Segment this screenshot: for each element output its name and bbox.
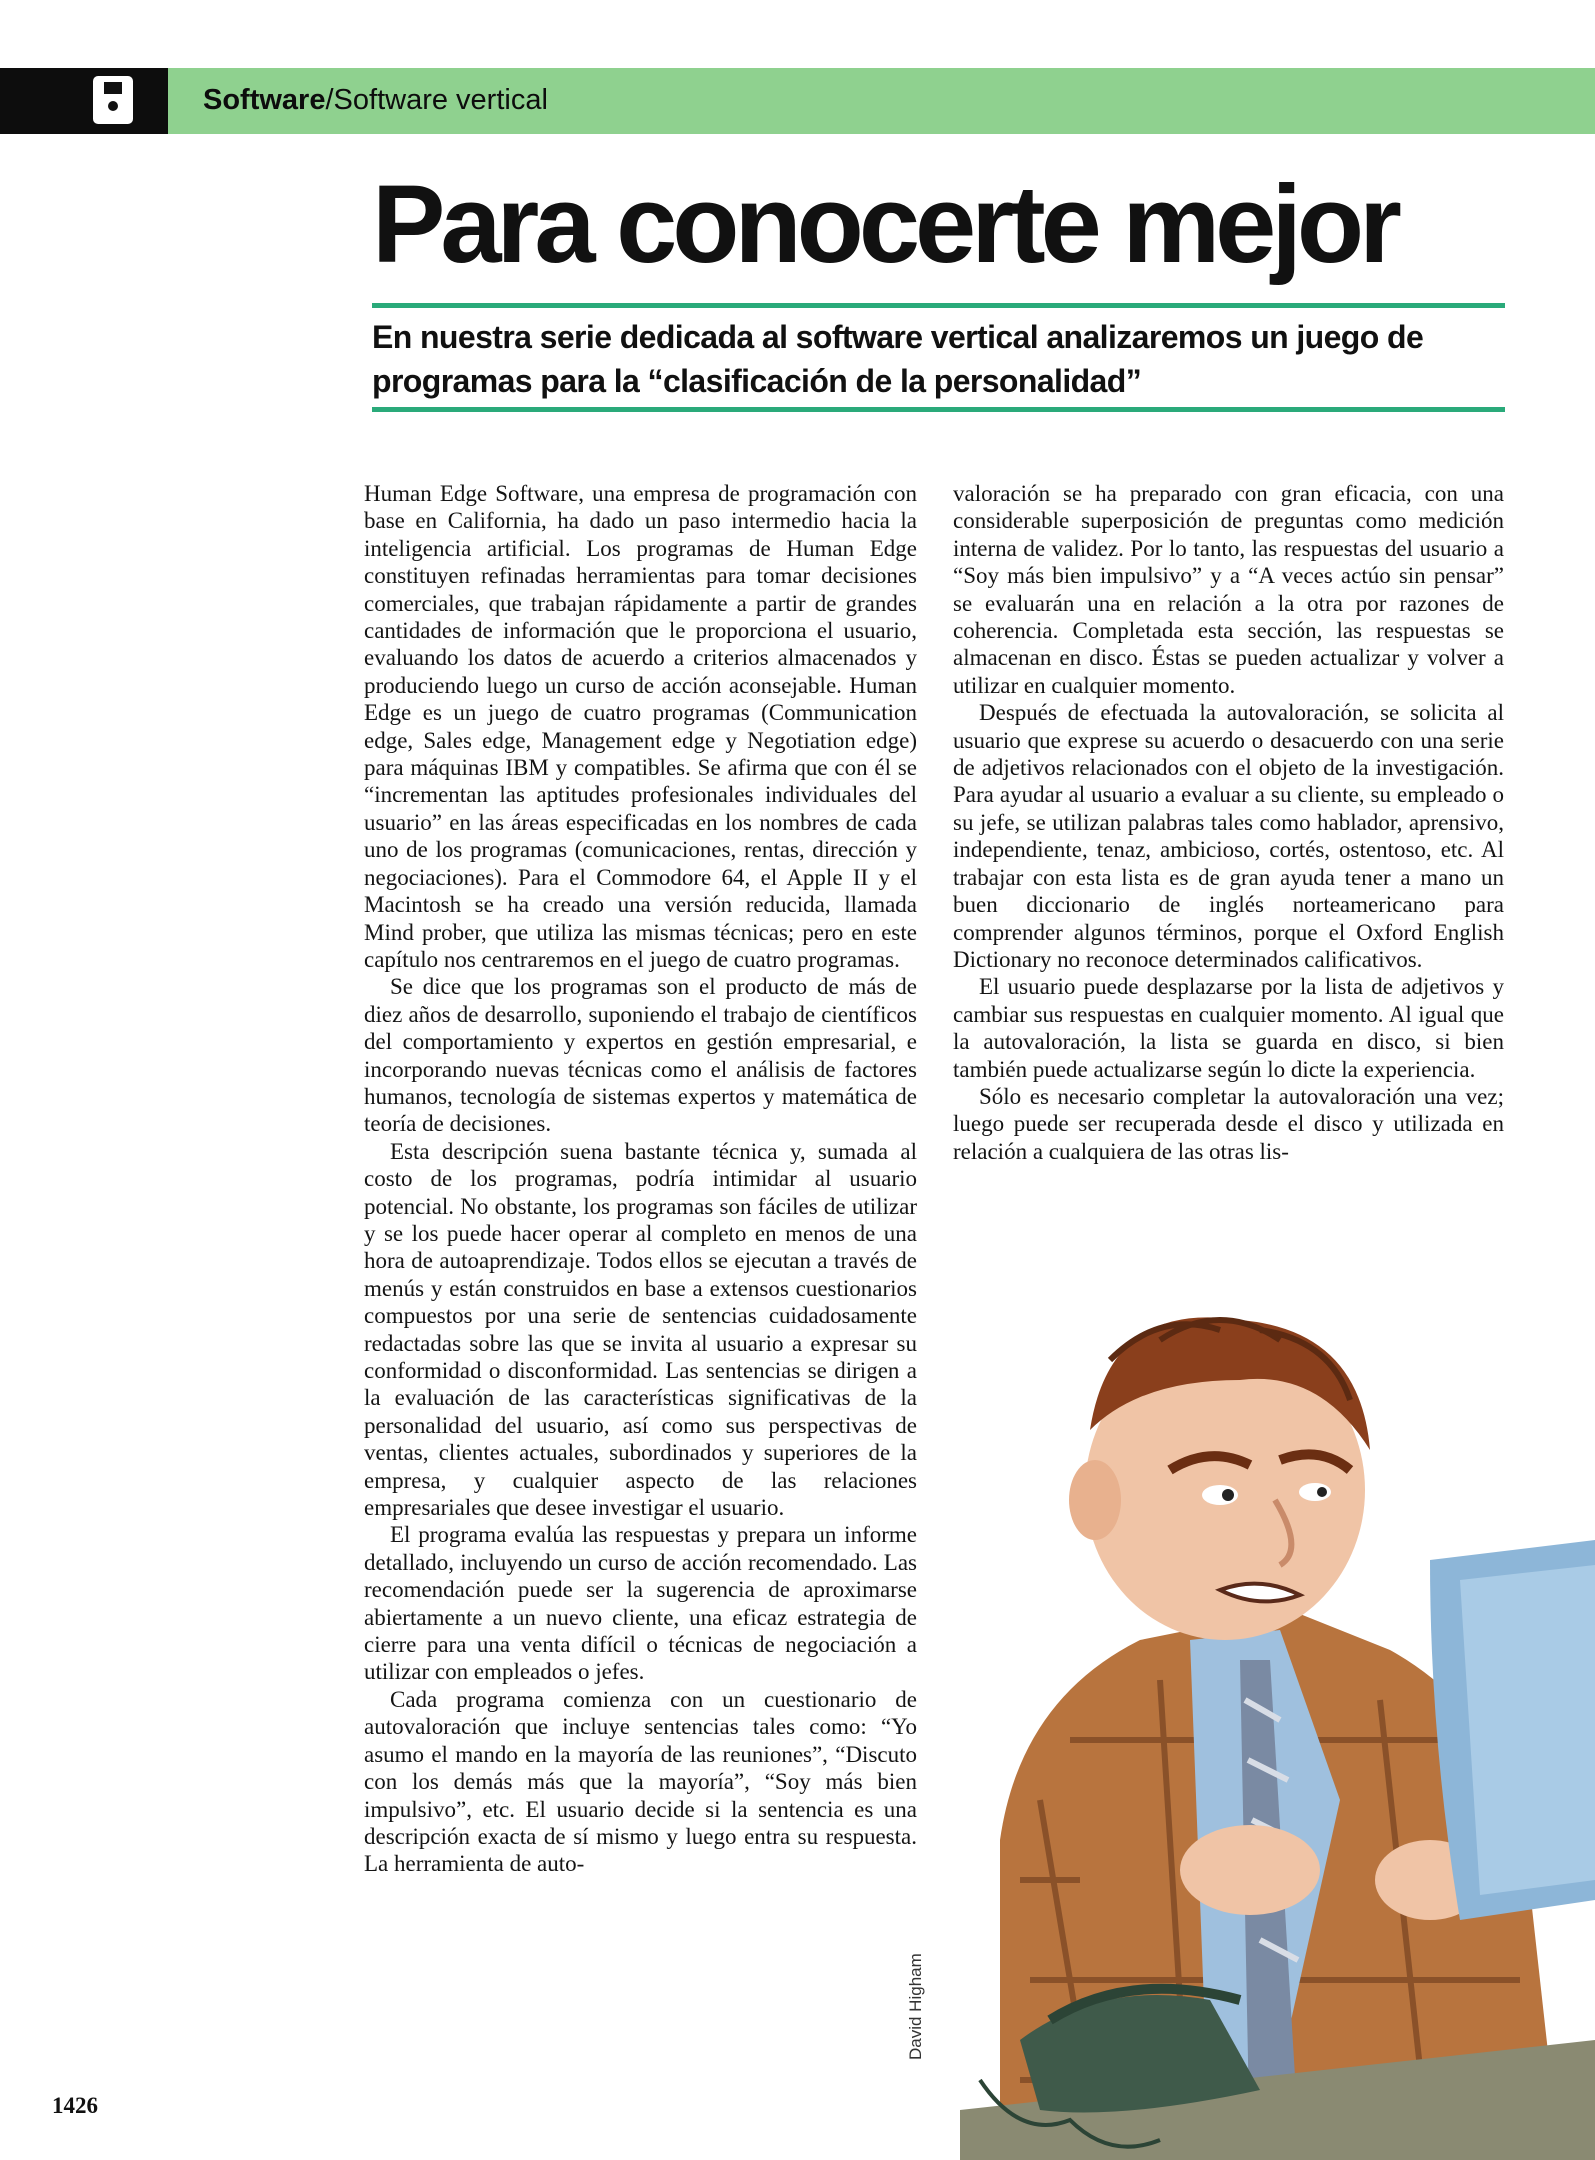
section-label: [203, 80, 548, 120]
page-number: 1426: [52, 2093, 98, 2118]
article-subtitle: En nuestra serie dedicada al software vertical analizaremos un juego de programas para la “clasificación de la personalidad”: [372, 319, 1424, 399]
paragraph: Esta descripción suena bastante técnica y, sumada al costo de los programas, podría intimidar al usuario potencial. No obstante, los programas son fáciles de utilizar y se los puede hacer operar al completo en menos de una hora de autoaprendizaje. Todos ellos se ejecutan a través de menús y están construidos en base a extensos cuestionarios compuestos por una serie de sentencias cuidadosamente redactadas sobre las que se invita al usuario a expresar su conformidad o disconformidad. Las sentencias se dirigen a la evaluación de las características significativas de la personalidad del usuario, así como sus perspectivas de ventas, clientes actuales, subordinados y superiores de la empresa, y cualquier aspecto de las relaciones empresariales que desee investigar el usuario.: [364, 1138, 917, 1521]
paragraph: Human Edge Software, una empresa de programación con base en California, ha dado un paso intermedio hacia la inteligencia artificial. Los programas de Human Edge constituyen refinadas herramientas para tomar decisiones comerciales, que trabajan rápidamente a partir de grandes cantidades de información que le proporciona el usuario, evaluando los datos de acuerdo a criterios almacenados y produciendo luego un curso de acción aconsejable. Human Edge es un juego de cuatro programas (Communication edge, Sales edge, Management edge y Negotiation edge) para máquinas IBM y compatibles. Se afirma que con él se “incrementan las aptitudes profesionales individuales del usuario” en las áreas especificadas en los nombres de cada uno de los programas (comunicaciones, rentas, dirección y negociaciones). Para el Commodore 64, el Apple II y el Macintosh se ha creado una versión reducida, llamada Mind prober, que utiliza las mismas técnicas; pero en este capítulo nos centraremos en el juego de cuatro programas.: [364, 481, 917, 972]
disk-icon: [93, 76, 133, 124]
title-rule-top: [372, 303, 1505, 308]
man-at-computer-illustration: [960, 1280, 1595, 2160]
right-column: [953, 480, 1504, 1165]
paragraph: valoración se ha preparado con gran eficacia, con una considerable superposición de preguntas como medición interna de validez. Por lo tanto, las respuestas del usuario a “Soy más bien impulsivo” y a “A veces actúo sin pensar” se evaluarán una en relación a la otra por razones de coherencia. Completada esta sección, las respuestas se almacenan en disco. Éstas se pueden actualizar y volver a utilizar en cualquier momento.: [953, 481, 1504, 698]
paragraph: Después de efectuada la autovaloración, se solicita al usuario que exprese su acuerdo o desacuerdo con una serie de adjetivos relacionados con el objeto de la investigación. Para ayudar al usuario a evaluar a su cliente, su empleado o su jefe, se utilizan palabras tales como hablador, aprensivo, independiente, tenaz, ambicioso, cortés, ostentoso, etc. Al trabajar con esta lista es de gran ayuda tener a mano un buen diccionario de inglés norteamericano para comprender algunos términos, porque el Oxford English Dictionary no reconoce determinados calificativos.: [953, 700, 1504, 972]
paragraph: El usuario puede desplazarse por la lista de adjetivos y cambiar sus respuestas en cualquier momento. Al igual que la autovaloración, la lista se guarda en disco, si bien también puede actualizarse según lo dicte la experiencia.: [953, 974, 1504, 1082]
paragraph: El programa evalúa las respuestas y prepara un informe detallado, incluyendo un curso de acción recomendado. Las recomendación puede ser la sugerencia de aproximarse abiertamente a un nuevo cliente, una eficaz estrategia de cierre para una venta difícil o técnicas de negociación a utilizar con empleados o jefes.: [364, 1522, 917, 1685]
article-title: Para conocerte mejor: [372, 163, 1397, 286]
paragraph: Cada programa comienza con un cuestionario de autovaloración que incluye sentencias tales como: “Yo asumo el mando en la mayoría de las reuniones”, “Discuto con los demás más que la mayoría”, “Soy más bien impulsivo”, etc. El usuario decide si la sentencia es una descripción exacta de sí mismo y luego entra su respuesta. La herramienta de auto-: [364, 1686, 917, 1877]
section-label-bold: Software: [203, 84, 326, 116]
paragraph: Se dice que los programas son el producto de más de diez años de desarrollo, suponiendo el trabajo de científicos del comportamiento y expertos en gestión empresarial, e incorporando nuevas técnicas como el análisis de factores humanos, tecnología de sistemas expertos y matemática de teoría de decisiones.: [364, 974, 917, 1137]
title-rule-bottom: [372, 407, 1505, 412]
section-header-block: [0, 68, 168, 134]
section-label-rest: /Software vertical: [325, 84, 548, 116]
left-column: [364, 480, 917, 1878]
paragraph: Sólo es necesario completar la autovaloración una vez; luego puede ser recuperada desde el disco y utilizada en relación a cualquiera de las otras lis-: [953, 1083, 1504, 1164]
illustration-credit: David Higham: [906, 1953, 925, 2060]
